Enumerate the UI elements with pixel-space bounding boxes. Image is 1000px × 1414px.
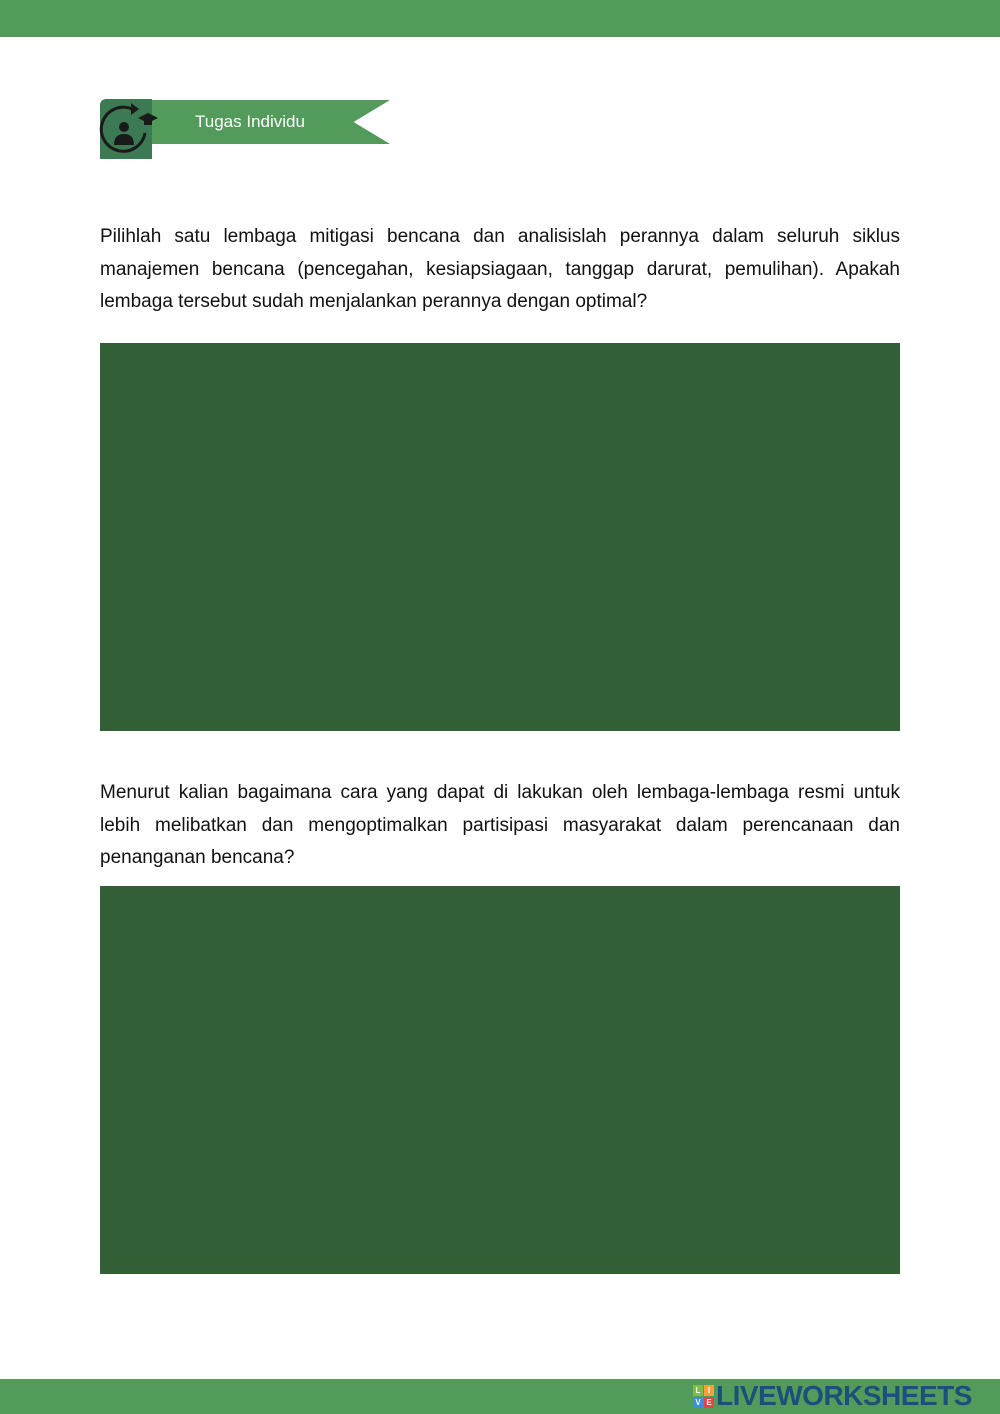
section-tag — [100, 99, 392, 161]
top-bar — [0, 0, 1000, 37]
logo-letter: V — [693, 1397, 703, 1408]
logo-blocks — [693, 1385, 714, 1408]
question-1: Pilihlah satu lembaga mitigasi bencana dan analisislah perannya dalam seluruh siklus manajemen bencana (pencegahan, kesiapsiagaan, tanggap darurat, pemulihan). Apakah lembaga tersebut sudah menjalankan perannya dengan optimal? — [100, 226, 900, 312]
logo-letter: E — [704, 1397, 714, 1408]
logo-letter: I — [704, 1385, 714, 1396]
logo-letter: L — [693, 1385, 703, 1396]
student-cycle-icon — [98, 101, 160, 159]
question-2: Menurut kalian bagaimana cara yang dapat di lakukan oleh lembaga-lembaga resmi untuk lebih melibatkan dan mengoptimalkan partisipasi masyarakat dalam perencanaan dan penanganan bencana? — [100, 782, 900, 868]
logo-text: LIVEWORKSHEETS — [716, 1380, 972, 1411]
tag-label: Tugas Individu — [195, 112, 305, 131]
answer-box-2[interactable] — [100, 886, 900, 1274]
liveworksheets-logo — [693, 1379, 972, 1413]
answer-box-1[interactable] — [100, 343, 900, 731]
